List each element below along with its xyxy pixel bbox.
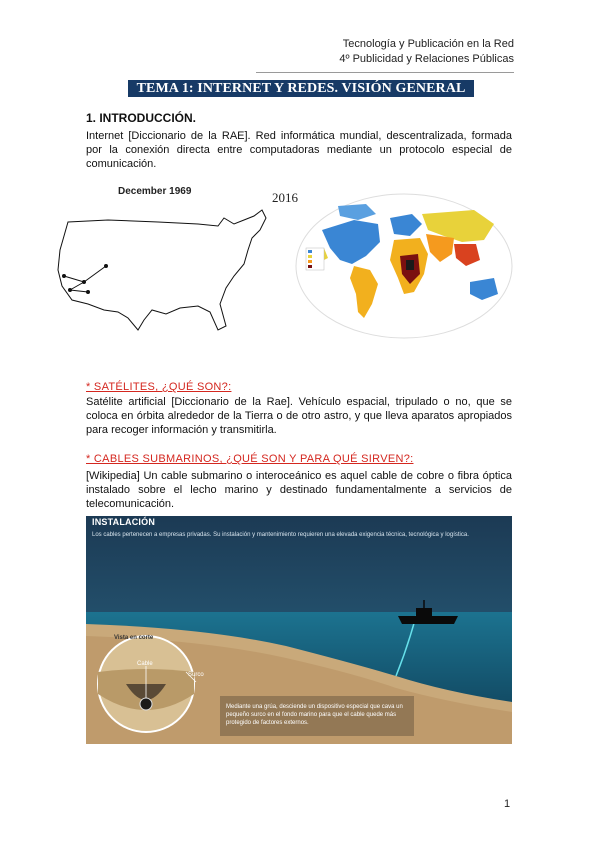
cable-definition: [Wikipedia] Un cable submarino o interoceánico es aquel cable de cobre o fibra óptica instalado sobre el lecho marino y destinado fundamentalmente a servicios de telecomunicación. [86, 470, 512, 510]
world-internet-2016-map [294, 190, 514, 342]
infographic-note: Mediante una grúa, desciende un dispositivo especial que cava un pequeño surco en el fondo marino para que el cable quede más protegido de factores externos. [226, 704, 403, 726]
infographic-title: INSTALACIÓN [92, 517, 156, 527]
page-title: TEMA 1: INTERNET Y REDES. VISIÓN GENERAL [128, 80, 474, 97]
map-1969-caption: December 1969 [118, 186, 192, 197]
internet-definition: Internet [Diccionario de la RAE]. Red informática mundial, descentralizada, formada por la conexión directa entre computadoras mediante un protocolo especial de comunicación. [86, 130, 512, 170]
map-2016-caption: 2016 [272, 190, 298, 205]
page-number: 1 [504, 798, 511, 810]
header-degree: 4º Publicidad y Relaciones Públicas [339, 53, 514, 65]
arpanet-1969-map [48, 180, 306, 352]
header-divider [256, 72, 514, 73]
infographic-vista-label: Vista en corte [114, 635, 154, 641]
infographic-surco-label: Surco [188, 672, 204, 678]
satellites-heading: * SATÉLITES, ¿QUÉ SON?: [86, 381, 232, 393]
cables-heading: * CABLES SUBMARINOS, ¿QUÉ SON Y PARA QUÉ SIRVEN?: [86, 453, 414, 465]
satellite-definition: Satélite artificial [Diccionario de la Rae]. Vehículo espacial, tripulado o no, que se coloca en órbita alrededor de la Tierra o de otro astro, y que lleva aparatos apropiados para recoger información y transmitirla. [86, 396, 512, 436]
section-heading-introduccion: 1. INTRODUCCIÓN. [86, 111, 197, 125]
header-course-title: Tecnología y Publicación en la Red [342, 38, 514, 50]
infographic-description: Los cables pertenecen a empresas privadas. Su instalación y mantenimiento requieren una elevada exigencia técnica, tecnológica y logística. [92, 532, 469, 538]
infographic-cable-label: Cable [137, 661, 153, 667]
